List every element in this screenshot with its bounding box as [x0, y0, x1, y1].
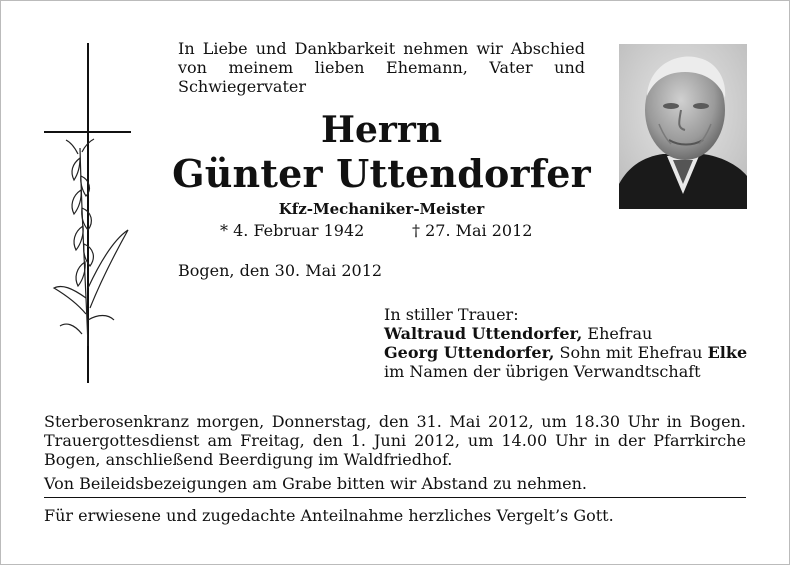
funeral-details: Sterberosenkranz morgen, Donnerstag, den 31. Mai 2012, um 18.30 Uhr in Bogen. Trauergottesdienst am Freitag, den 1. Juni 2012, um 14.00 Uhr in der Pfarrkirche Bogen, anschließend Beerdigung im Waldfriedhof.	[44, 412, 746, 469]
salutation: Herrn	[320, 109, 443, 151]
condolence-note: Von Beileidsbezeigungen am Grabe bitten wir Abstand zu nehmen.	[44, 474, 588, 493]
mourner-son	[384, 343, 747, 362]
place-date: Bogen, den 30. Mai 2012	[178, 261, 383, 280]
wheat-ear-icon	[52, 138, 132, 348]
wife-name: Waltraud Uttendorfer,	[384, 324, 583, 343]
portrait-photo	[619, 44, 747, 209]
mourners-block	[384, 305, 747, 381]
mourners-heading: In stiller Trauer:	[384, 305, 519, 324]
birth-date: * 4. Februar 1942	[220, 221, 365, 240]
wife-role: Ehefrau	[582, 324, 653, 343]
deceased-name: Günter Uttendorfer	[172, 151, 591, 196]
intro-text: In Liebe und Dankbarkeit nehmen wir Abschied von meinem lieben Ehemann, Vater und Schwiegervater	[178, 39, 585, 96]
son-wife-name: Elke	[707, 343, 748, 362]
mourners-others: im Namen der übrigen Verwandtschaft	[384, 362, 701, 381]
mourner-wife	[384, 324, 747, 343]
son-role: Sohn mit Ehefrau	[554, 343, 708, 362]
thanks-note: Für erwiesene und zugedachte Anteilnahme herzliches Vergelt’s Gott.	[44, 506, 614, 525]
profession: Kfz-Mechaniker-Meister	[278, 200, 485, 218]
death-date: † 27. Mai 2012	[412, 221, 533, 240]
son-name: Georg Uttendorfer,	[384, 343, 555, 362]
divider	[44, 497, 746, 498]
cross-bar	[44, 131, 131, 133]
